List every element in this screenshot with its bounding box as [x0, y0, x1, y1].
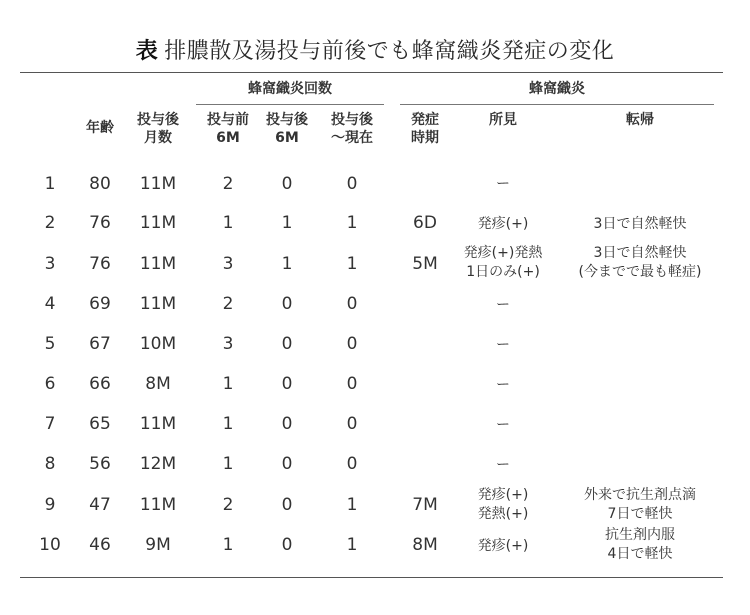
table-bottom-rule	[20, 577, 723, 578]
before-cell: 3	[222, 334, 234, 354]
age-cell: 69	[89, 294, 111, 314]
col-header-after-line2: 6M	[275, 130, 299, 146]
col-header-after-line1: 投与後	[266, 112, 308, 128]
cellulitis-group-rule	[400, 104, 714, 105]
findings-cell: ー	[496, 297, 510, 313]
row-number: 10	[39, 535, 61, 555]
months-cell: 11M	[139, 213, 177, 233]
months-cell: 11M	[139, 254, 177, 274]
age-cell: 80	[89, 174, 111, 194]
current-cell: 1	[346, 254, 358, 274]
col-header-onset-line2: 時期	[411, 130, 439, 146]
current-cell: 1	[346, 535, 358, 555]
months-cell: 11M	[139, 414, 177, 434]
row-number: 5	[44, 334, 56, 354]
col-header-outcome: 転帰	[626, 112, 654, 128]
age-cell: 56	[89, 454, 111, 474]
before-cell: 2	[222, 174, 234, 194]
after-cell: 0	[281, 454, 293, 474]
after-cell: 0	[281, 414, 293, 434]
onset-cell: 5M	[412, 254, 438, 274]
after-cell: 1	[281, 254, 293, 274]
age-cell: 46	[89, 535, 111, 555]
col-header-months-line1: 投与後	[137, 112, 179, 128]
months-cell: 11M	[139, 174, 177, 194]
after-cell: 0	[281, 334, 293, 354]
table-title-lead: 表	[135, 39, 159, 64]
current-cell: 0	[346, 454, 358, 474]
col-header-onset-line1: 発症	[411, 112, 439, 128]
row-number: 4	[44, 294, 56, 314]
group-header-cellulitis: 蜂窩織炎	[529, 81, 585, 97]
row-number: 7	[44, 414, 56, 434]
current-cell: 0	[346, 174, 358, 194]
months-cell: 11M	[139, 294, 177, 314]
outcome-cell-line2: 4日で軽快	[607, 546, 673, 562]
age-cell: 67	[89, 334, 111, 354]
findings-cell: ー	[496, 337, 510, 353]
before-cell: 2	[222, 495, 234, 515]
row-number: 1	[44, 174, 56, 194]
after-cell: 0	[281, 374, 293, 394]
row-number: 3	[44, 254, 56, 274]
before-cell: 1	[222, 374, 234, 394]
outcome-cell-line2: (今までで最も軽症)	[578, 264, 702, 280]
outcome-cell-line2: 7日で軽快	[607, 506, 673, 522]
current-cell: 1	[346, 213, 358, 233]
age-cell: 76	[89, 213, 111, 233]
group-header-count: 蜂窩織炎回数	[248, 81, 332, 97]
before-cell: 1	[222, 535, 234, 555]
findings-cell: ー	[496, 377, 510, 393]
age-cell: 47	[89, 495, 111, 515]
age-cell: 76	[89, 254, 111, 274]
row-number: 2	[44, 213, 56, 233]
col-header-before-line2: 6M	[216, 130, 240, 146]
findings-cell: ー	[496, 417, 510, 433]
before-cell: 1	[222, 454, 234, 474]
col-header-current-line1: 投与後	[331, 112, 373, 128]
col-header-months-line2: 月数	[144, 130, 172, 146]
before-cell: 2	[222, 294, 234, 314]
findings-cell-line2: 発熱(+)	[477, 506, 529, 522]
row-number: 6	[44, 374, 56, 394]
after-cell: 0	[281, 174, 293, 194]
age-cell: 66	[89, 374, 111, 394]
findings-cell: ー	[496, 457, 510, 473]
months-cell: 12M	[139, 454, 177, 474]
current-cell: 0	[346, 334, 358, 354]
table-title-text: 排膿散及湯投与前後でも蜂窩織炎発症の変化	[164, 39, 615, 64]
onset-cell: 7M	[412, 495, 438, 515]
before-cell: 1	[222, 213, 234, 233]
after-cell: 0	[281, 495, 293, 515]
current-cell: 1	[346, 495, 358, 515]
findings-cell: 発疹(+)	[477, 538, 529, 554]
outcome-cell-line1: 外来で抗生剤点滴	[584, 487, 696, 503]
after-cell: 1	[281, 213, 293, 233]
findings-cell-line1: 発疹(+)	[477, 487, 529, 503]
col-header-age: 年齢	[86, 120, 114, 136]
findings-cell-line2: 1日のみ(+)	[466, 264, 540, 280]
col-header-before-line1: 投与前	[207, 112, 249, 128]
count-group-rule	[196, 104, 384, 105]
findings-cell-line1: 発疹(+)発熱	[463, 245, 543, 261]
table-title	[0, 34, 750, 65]
onset-cell: 8M	[412, 535, 438, 555]
findings-cell: 発疹(+)	[477, 216, 529, 232]
outcome-cell: 3日で自然軽快	[593, 216, 687, 232]
before-cell: 1	[222, 414, 234, 434]
col-header-current-line2: 〜現在	[331, 130, 373, 146]
months-cell: 11M	[139, 495, 177, 515]
after-cell: 0	[281, 535, 293, 555]
outcome-cell-line1: 抗生剤内服	[605, 527, 675, 543]
outcome-cell-line1: 3日で自然軽快	[593, 245, 687, 261]
current-cell: 0	[346, 414, 358, 434]
before-cell: 3	[222, 254, 234, 274]
age-cell: 65	[89, 414, 111, 434]
current-cell: 0	[346, 374, 358, 394]
row-number: 9	[44, 495, 56, 515]
findings-cell: ー	[496, 176, 510, 192]
months-cell: 10M	[139, 334, 177, 354]
onset-cell: 6D	[413, 213, 437, 233]
row-number: 8	[44, 454, 56, 474]
current-cell: 0	[346, 294, 358, 314]
after-cell: 0	[281, 294, 293, 314]
table-top-rule	[20, 72, 723, 73]
months-cell: 8M	[145, 374, 171, 394]
months-cell: 9M	[145, 535, 171, 555]
col-header-findings: 所見	[489, 112, 517, 128]
